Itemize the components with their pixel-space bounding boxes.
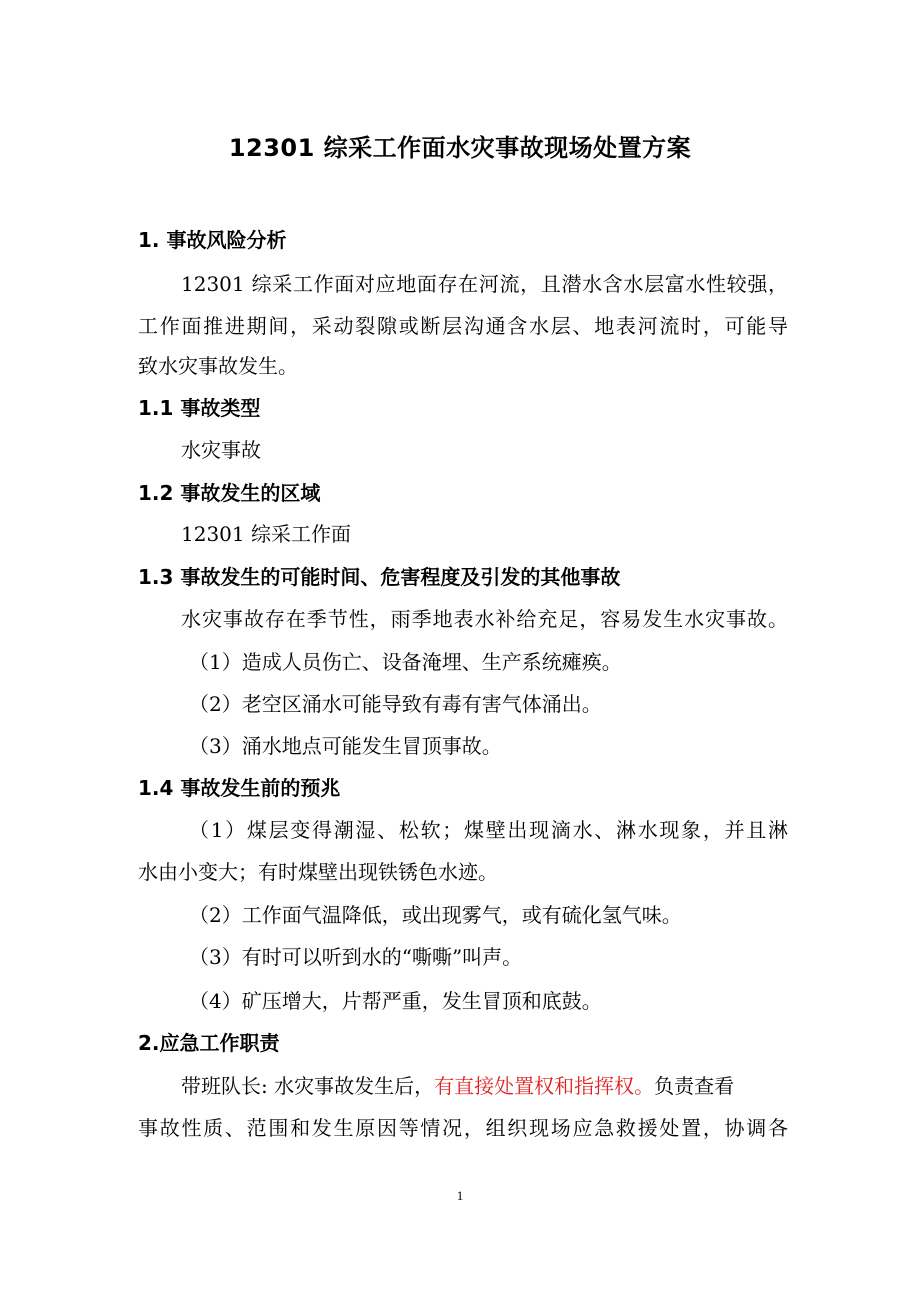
- section-heading-1-1: 1.1 事故类型: [138, 396, 261, 420]
- page-title: 12301 综采工作面水灾事故现场处置方案: [228, 134, 692, 162]
- paragraph-line: 工作面推进期间，采动裂隙或断层沟通含水层、地表河流时，可能导: [138, 314, 788, 338]
- list-item: （1）煤层变得潮湿、松软；煤壁出现滴水、淋水现象，并且淋: [189, 818, 788, 842]
- list-item: （4）矿压增大，片帮严重，发生冒顶和底鼓。: [189, 989, 602, 1013]
- list-item: （2）老空区涌水可能导致有毒有害气体涌出。: [189, 692, 602, 716]
- paragraph-text: 带班队长: 水灾事故发生后，: [181, 1074, 435, 1098]
- paragraph-line: 致水灾事故发生。: [138, 354, 298, 378]
- section-heading-1-2: 1.2 事故发生的区域: [138, 481, 321, 505]
- paragraph-line: [181, 1074, 788, 1098]
- list-item: （3）有时可以听到水的“嘶嘶”叫声。: [189, 945, 523, 969]
- paragraph-line: 事故性质、范围和发生原因等情况，组织现场应急救援处置，协调各: [138, 1116, 788, 1140]
- paragraph-line: 12301 综采工作面: [181, 522, 351, 546]
- paragraph-line: 水由小变大；有时煤壁出现铁锈色水迹。: [138, 860, 498, 884]
- paragraph-text: 负责查看: [654, 1074, 735, 1098]
- list-item: （2）工作面气温降低，或出现雾气，或有硫化氢气味。: [189, 903, 682, 927]
- paragraph-line: 12301 综采工作面对应地面存在河流，且潜水含水层富水性较强，: [181, 272, 788, 296]
- paragraph-line: 水灾事故存在季节性，雨季地表水补给充足，容易发生水灾事故。: [181, 607, 788, 631]
- section-heading-1-3: 1.3 事故发生的可能时间、危害程度及引发的其他事故: [138, 565, 621, 589]
- list-item: （3）涌水地点可能发生冒顶事故。: [189, 734, 502, 758]
- section-heading-1: 1. 事故风险分析: [138, 228, 287, 252]
- section-heading-1-4: 1.4 事故发生前的预兆: [138, 776, 341, 800]
- paragraph-line: 水灾事故: [181, 438, 261, 462]
- list-item: （1）造成人员伤亡、设备淹埋、生产系统瘫痪。: [189, 650, 622, 674]
- highlighted-text: 有直接处置权和指挥权。: [434, 1074, 655, 1098]
- page-number: 1: [456, 1188, 464, 1203]
- section-heading-2: 2.应急工作职责: [138, 1031, 280, 1055]
